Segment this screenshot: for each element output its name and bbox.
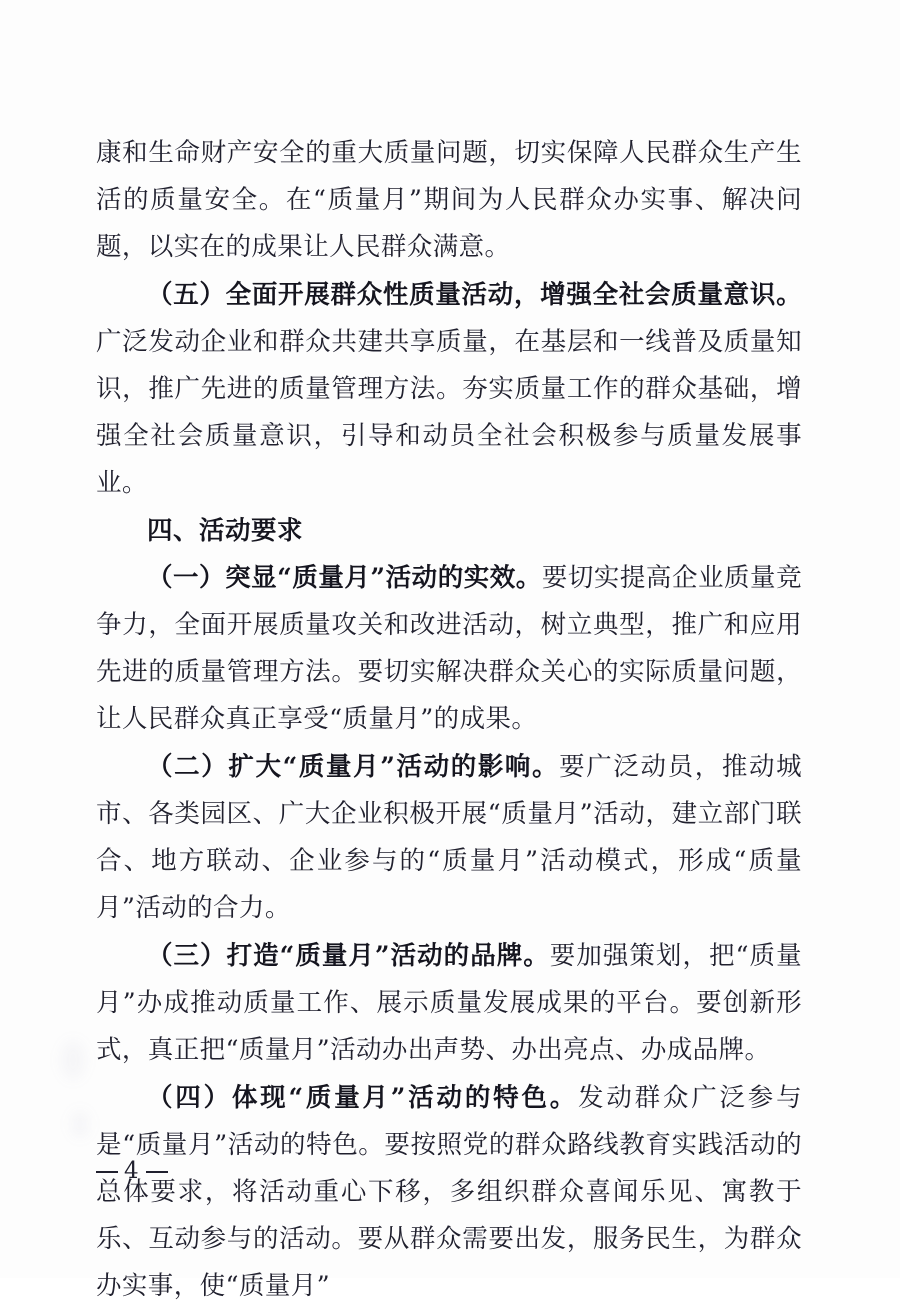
paragraph-item-one bbox=[96, 555, 802, 743]
paragraph-lead-bold: （四）体现“质量月”活动的特色。 bbox=[147, 1083, 579, 1113]
paragraph-item-three bbox=[96, 933, 802, 1074]
section-heading-four: 四、活动要求 bbox=[147, 516, 304, 546]
paragraph-text: 广泛发动企业和群众共建共享质量，在基层和一线普及质量知识，推广先进的质量管理方法。夯实质量工作的群众基础，增强全社会质量意识，引导和动员全社会积极参与质量发展事业。 bbox=[96, 327, 802, 498]
paragraph-lead-bold: （一）突显“质量月”活动的实效。 bbox=[147, 563, 542, 593]
paragraph-continuation bbox=[96, 130, 802, 271]
page-number: 4 bbox=[124, 1158, 140, 1184]
footer-dash-right bbox=[146, 1171, 168, 1173]
page-smudge bbox=[60, 1040, 86, 1080]
page-smudge bbox=[70, 1110, 90, 1138]
paragraph-item-four bbox=[96, 1075, 802, 1310]
paragraph-lead-bold: （三）打造“质量月”活动的品牌。 bbox=[147, 941, 550, 971]
paragraph-lead-bold: （二）扩大“质量月”活动的影响。 bbox=[147, 752, 560, 782]
page-body bbox=[96, 130, 802, 1311]
paragraph-section-five bbox=[96, 272, 802, 507]
paragraph-text: 要加强策划，把“质量月”办成推动质量工作、展示质量发展成果的平台。要创新形式，真正把“质量月”活动办出声势、办出亮点、办成品牌。 bbox=[96, 941, 802, 1065]
paragraph-text: 要切实提高企业质量竞争力，全面开展质量攻关和改进活动，树立典型，推广和应用先进的质量管理方法。要切实解决群众关心的实际质量问题，让人民群众真正享受“质量月”的成果。 bbox=[96, 563, 802, 734]
paragraph-text: 要广泛动员，推动城市、各类园区、广大企业积极开展“质量月”活动，建立部门联合、地方联动、企业参与的“质量月”活动模式，形成“质量月”活动的合力。 bbox=[96, 752, 802, 923]
paragraph-text: 发动群众广泛参与是“质量月”活动的特色。要按照党的群众路线教育实践活动的总体要求，将活动重心下移，多组织群众喜闻乐见、寓教于乐、互动参与的活动。要从群众需要出发，服务民生，为群众办实事，使“质量月” bbox=[96, 1083, 802, 1301]
paragraph-text: 康和生命财产安全的重大质量问题，切实保障人民群众生产生活的质量安全。在“质量月”期间为人民群众办实事、解决问题，以实在的成果让人民群众满意。 bbox=[96, 138, 802, 262]
footer-dash-left bbox=[96, 1171, 118, 1173]
page-footer bbox=[96, 1158, 802, 1184]
paragraph-item-two bbox=[96, 744, 802, 932]
paragraph-lead-bold: （五）全面开展群众性质量活动，增强全社会质量意识。 bbox=[147, 280, 802, 310]
